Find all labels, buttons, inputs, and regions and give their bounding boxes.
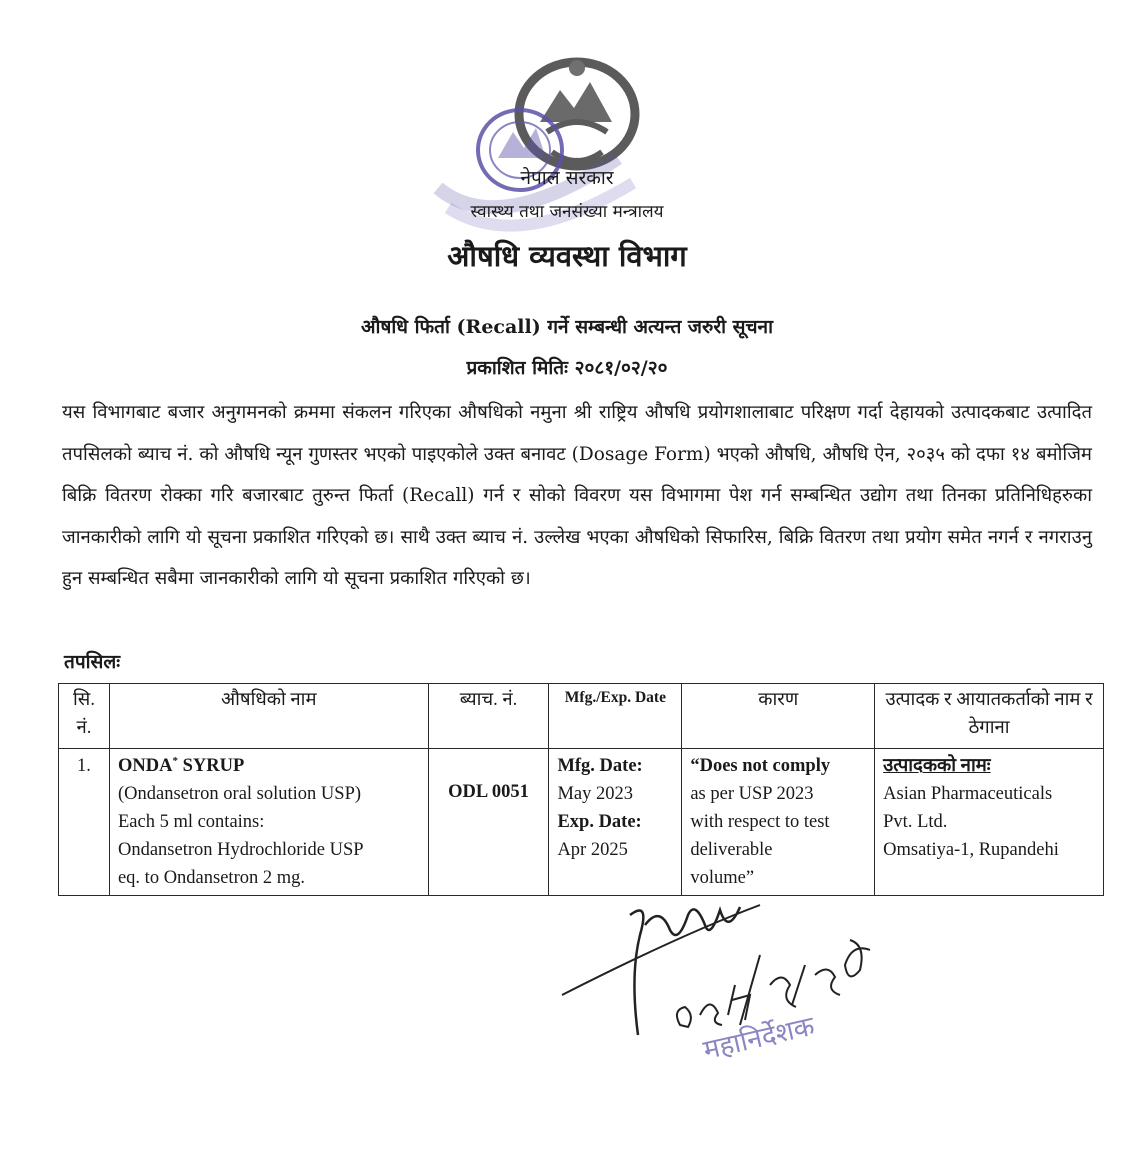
cell-manufacturer: [875, 749, 1104, 896]
composition-line: (Ondansetron oral solution USP): [117, 784, 362, 804]
composition-line: Each 5 ml contains:: [117, 812, 265, 832]
department-name: औषधि व्यवस्था विभाग: [447, 239, 687, 273]
product-mark: *: [172, 754, 178, 767]
exp-label: Exp. Date:: [557, 812, 642, 832]
reason-line: with respect to test: [690, 812, 830, 832]
cell-batch: [428, 749, 549, 896]
product-name: [118, 752, 420, 780]
schedule-label: तपसिलः: [64, 651, 121, 673]
composition-line: eq. to Ondansetron 2 mg.: [117, 868, 305, 888]
product-brand: ONDA: [117, 756, 173, 776]
exp-value: Apr 2025: [557, 840, 628, 860]
ministry-name: स्वास्थ्य तथा जनसंख्या मन्त्रालय: [470, 202, 664, 222]
header-manufacturer: उत्पादक र आयातकर्ताको नाम र ठेगाना: [875, 684, 1104, 749]
header-mfg-exp: Mfg./Exp. Date: [549, 684, 682, 749]
reason-line: “Does not comply: [690, 756, 831, 776]
header-batch: ब्याच. नं.: [428, 684, 549, 749]
mfg-label: Mfg. Date:: [557, 756, 643, 776]
reason-line: deliverable: [690, 840, 773, 860]
batch-number: ODL 0051: [448, 782, 529, 802]
header-sn: सि. नं.: [59, 684, 110, 749]
composition-line: Ondansetron Hydrochloride USP: [117, 840, 364, 860]
mfg-value: May 2023: [557, 784, 633, 804]
cell-sn: 1.: [59, 749, 110, 896]
manufacturer-line: Omsatiya-1, Rupandehi: [883, 840, 1059, 860]
reason-line: as per USP 2023: [690, 784, 814, 804]
header-medicine-name: औषधिको नाम: [109, 684, 428, 749]
notice-title: औषधि फिर्ता (Recall) गर्ने सम्बन्धी अत्यन्त जरुरी सूचना: [360, 316, 774, 338]
recall-table: [58, 683, 1104, 896]
manufacturer-label: उत्पादकको नामः: [883, 756, 991, 776]
table-row: [59, 749, 1104, 896]
published-date: प्रकाशित मितिः २०८१/०२/२०: [466, 357, 668, 379]
cell-reason: [682, 749, 875, 896]
manufacturer-line: Pvt. Ltd.: [883, 812, 948, 832]
table-header-row: [59, 684, 1104, 749]
manufacturer-line: Asian Pharmaceuticals: [883, 784, 1053, 804]
product-form: SYRUP: [177, 756, 245, 776]
government-name: नेपाल सरकार: [520, 167, 614, 189]
notice-body: यस विभागबाट बजार अनुगमनको क्रममा संकलन गरिएका औषधिको नमुना श्री राष्ट्रिय औषधि प्रयोगशालाबाट परिक्षण गर्दा देहायको उत्पादकबाट उत्पादित तपसिलको ब्याच नं. को औषधि न्यून गुणस्तर भएको पाइएकोले उक्त बनावट (Dosage Form) भएको औषधि, औषधि ऐन, २०३५ को दफा १४ बमोजिम बिक्रि वितरण रोक्का गरि बजारबाट तुरुन्त फिर्ता (Recall) गर्न र सोको विवरण यस विभागमा पेश गर्न सम्बन्धित उद्योग तथा तिनका प्रतिनिधिहरुका जानकारीको लागि यो सूचना प्रकाशित गरिएको छ। साथै उक्त ब्याच नं. उल्लेख भएका औषधिको सिफारिस, बिक्रि वितरण तथा प्रयोग समेत नगर्न र नगराउनु हुन सम्बन्धित सबैमा जानकारीको लागि यो सूचना प्रकाशित गरिएको छ।: [62, 402, 1092, 589]
cell-medicine: [109, 749, 428, 896]
cell-dates: [549, 749, 682, 896]
header-reason: कारण: [682, 684, 875, 749]
director-general-stamp: महानिर्देशक: [700, 1010, 818, 1067]
reason-line: volume”: [690, 868, 755, 888]
